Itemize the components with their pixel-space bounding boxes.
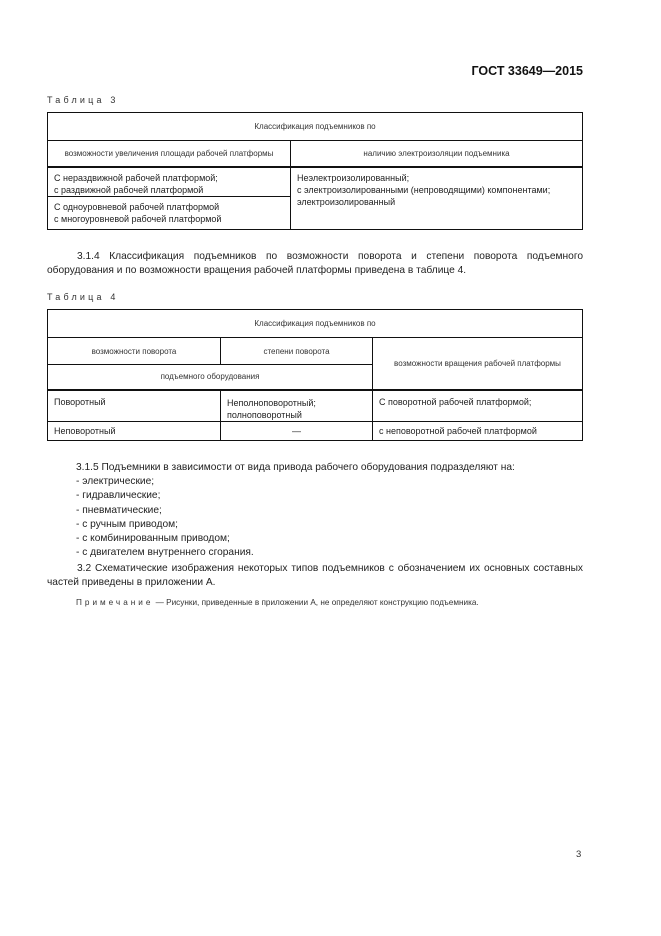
table4-row2-rotation-degree: —	[221, 422, 373, 441]
note	[76, 598, 586, 607]
table4-col-lifting-equipment: подъемного оборудования	[48, 365, 373, 390]
drive-type-item: - с ручным приводом;	[76, 518, 178, 530]
drive-type-item: - электрические;	[76, 476, 155, 488]
table4	[47, 309, 583, 441]
table3-col-platform-area: возможности увеличения площади рабочей платформы	[48, 141, 291, 167]
table4-col-platform-rotation: возможности вращения рабочей платформы	[373, 338, 583, 390]
table4-col-rotation-degree: степени поворота	[221, 338, 373, 365]
table4-title: Классификация подъемников по	[48, 310, 583, 338]
table4-row1-rotation-degree: Неполноповоротный; полноповоротный	[221, 390, 373, 422]
table3-insulation-cell: Неэлектроизолированный; с электроизолированными (непроводящими) компонентами; электроизолированный	[291, 167, 583, 230]
paragraph-3-1-5	[76, 461, 586, 560]
table4-col-rotation-possibility: возможности поворота	[48, 338, 221, 365]
table3-col-insulation: наличию электроизоляции подъемника	[291, 141, 583, 167]
paragraph-3-1-5-intro: 3.1.5 Подъемники в зависимости от вида привода рабочего оборудования подразделяют на:	[76, 462, 515, 473]
table4-row1-platform-rotation: С поворотной рабочей платформой;	[373, 390, 583, 422]
table4-caption: Таблица 4	[47, 292, 119, 302]
note-text: — Рисунки, приведенные в приложении А, не определяют конструкцию подъемника.	[153, 598, 479, 607]
table4-row2-platform-rotation: с неповоротной рабочей платформой	[373, 422, 583, 441]
paragraph-3-2: 3.2 Схематические изображения некоторых типов подъемников с обозначением их основных составных частей приведены в приложении А.	[47, 563, 583, 588]
table3	[47, 112, 583, 230]
page-number: 3	[576, 849, 582, 860]
table3-title: Классификация подъемников по	[48, 113, 583, 141]
drive-type-item: - гидравлические;	[76, 490, 161, 502]
drive-type-item: - с комбинированным приводом;	[76, 533, 230, 545]
drive-type-item: - с двигателем внутреннего сгорания.	[76, 547, 254, 559]
standard-code: ГОСТ 33649—2015	[471, 64, 583, 78]
table3-row2-cell: С одноуровневой рабочей платформой с многоуровневой рабочей платформой	[48, 197, 291, 230]
table3-row1-cell: С нераздвижной рабочей платформой; с раздвижной рабочей платформой	[48, 167, 291, 197]
paragraph-3-1-4: 3.1.4 Классификация подъемников по возможности поворота и степени поворота подъемного оборудования и по возможности вращения рабочей платформы приведена в таблице 4.	[47, 251, 583, 276]
table3-caption: Таблица 3	[47, 95, 119, 105]
note-label: Примечание	[76, 598, 154, 607]
table4-row2-rotation-possibility: Неповоротный	[48, 422, 221, 441]
table4-row1-rotation-possibility: Поворотный	[48, 390, 221, 422]
drive-type-item: - пневматические;	[76, 504, 162, 516]
